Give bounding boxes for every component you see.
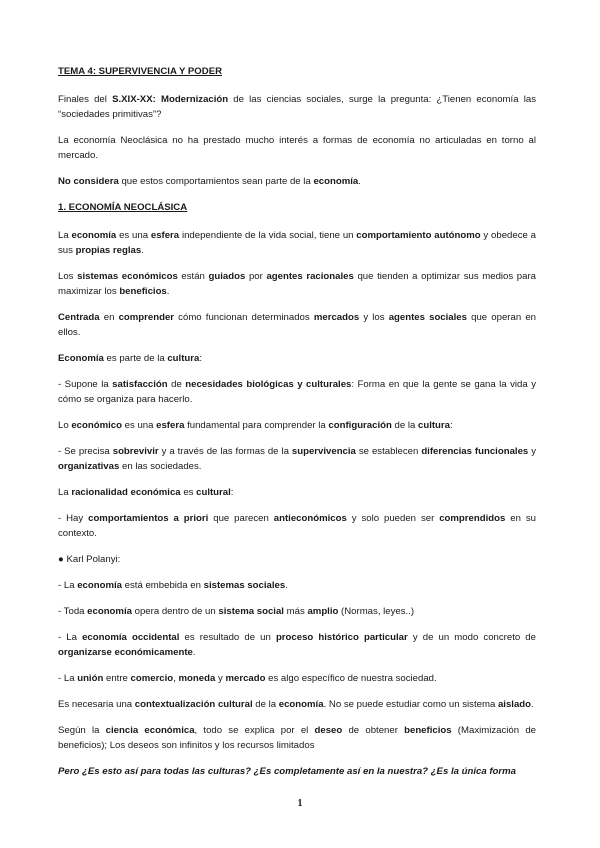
text-run: en su contexto. bbox=[58, 513, 536, 539]
paragraph bbox=[58, 444, 536, 474]
paragraph bbox=[58, 485, 536, 500]
text-run: , todo se explica por el bbox=[194, 725, 315, 736]
text-run: opera dentro de un bbox=[131, 606, 219, 617]
text-run: . No se puede estudiar como un sistema bbox=[323, 699, 498, 710]
text-run: es bbox=[180, 487, 197, 498]
text-run: que operan en ellos. bbox=[58, 312, 536, 338]
text-run: independiente de la vida social, tiene un bbox=[179, 230, 357, 241]
text-run: es parte de la bbox=[103, 353, 168, 364]
text-run: : bbox=[199, 353, 202, 364]
paragraph bbox=[58, 92, 536, 122]
text-run: y bbox=[215, 673, 226, 684]
text-run: de obtener bbox=[342, 725, 405, 736]
paragraph bbox=[58, 174, 536, 189]
text-run: que estos comportamientos sean parte de la bbox=[118, 176, 314, 187]
bold-text: esfera bbox=[150, 230, 180, 241]
bold-text: comprendidos bbox=[439, 513, 506, 524]
text-run: y solo pueden ser bbox=[346, 513, 440, 524]
bold-text: económico bbox=[71, 420, 122, 431]
text-run: . bbox=[285, 580, 288, 591]
text-run: - La bbox=[58, 632, 83, 643]
bold-text: necesidades biológicas y culturales bbox=[185, 379, 352, 390]
text-run: es algo específico de nuestra sociedad. bbox=[265, 673, 437, 684]
text-run: de bbox=[167, 379, 186, 390]
bold-text: amplio bbox=[307, 606, 339, 617]
text-run: . bbox=[192, 647, 196, 658]
text-run: Según la bbox=[58, 725, 106, 736]
paragraph bbox=[58, 418, 536, 433]
document-body bbox=[58, 64, 536, 790]
text-run: está embebida en bbox=[122, 580, 204, 591]
paragraph bbox=[58, 671, 536, 686]
text-run: : bbox=[450, 420, 453, 431]
text-run: es una bbox=[122, 420, 157, 431]
paragraph bbox=[58, 697, 536, 712]
section-heading bbox=[58, 200, 536, 215]
text-run: y bbox=[528, 446, 537, 457]
text-run: - Supone la bbox=[58, 379, 113, 390]
text-run: ● Karl Polanyi: bbox=[58, 554, 121, 565]
text-run: es resultado de un bbox=[179, 632, 276, 643]
bold-text: diferencias funcionales bbox=[421, 446, 529, 457]
bold-text: economía bbox=[87, 606, 132, 617]
text-run: - La bbox=[58, 673, 78, 684]
bold-text: deseo bbox=[314, 725, 343, 736]
text-run: de la bbox=[391, 420, 418, 431]
paragraph bbox=[58, 511, 536, 541]
text-run: de las ciencias sociales, surge la pregunta: ¿Tienen economía las “sociedades primitivas”? bbox=[58, 94, 536, 120]
text-run: por bbox=[245, 271, 267, 282]
bold-text: Economía bbox=[58, 353, 104, 364]
text-run: fundamental para comprender la bbox=[184, 420, 329, 431]
text-run: , bbox=[173, 673, 179, 684]
text-run: se establecen bbox=[355, 446, 422, 457]
bold-text: organizarse económicamente bbox=[58, 647, 193, 658]
text-run: de la bbox=[252, 699, 279, 710]
bold-text: cultura bbox=[167, 353, 200, 364]
text-run: (Maximización de beneficios); Los deseos son infinitos y los recursos limitados bbox=[58, 725, 536, 751]
text-run: es una bbox=[116, 230, 151, 241]
paragraph bbox=[58, 310, 536, 340]
text-run: en bbox=[99, 312, 119, 323]
bold-text: economía bbox=[71, 230, 117, 241]
bold-text: beneficios bbox=[119, 286, 167, 297]
bold-text: configuración bbox=[328, 420, 392, 431]
text-run: que parecen bbox=[208, 513, 274, 524]
bold-text: cultura bbox=[418, 420, 450, 431]
text-run: Lo bbox=[58, 420, 72, 431]
text-run: . bbox=[358, 176, 361, 187]
bold-text: comprender bbox=[118, 312, 175, 323]
page-number: 1 bbox=[297, 798, 303, 809]
bold-text: sistemas sociales bbox=[203, 580, 286, 591]
text-run: - La bbox=[58, 580, 78, 591]
bold-text: supervivencia bbox=[291, 446, 356, 457]
bold-text: sistemas económicos bbox=[77, 271, 178, 282]
bold-text: economía bbox=[278, 699, 324, 710]
paragraph bbox=[58, 133, 536, 163]
text-run: Es necesaria una bbox=[58, 699, 135, 710]
bold-text: aislado bbox=[497, 699, 532, 710]
text-run: La bbox=[58, 487, 72, 498]
text-run: y obedece a sus bbox=[58, 230, 536, 256]
text-run: Los bbox=[58, 271, 78, 282]
bold-text: agentes sociales bbox=[388, 312, 467, 323]
bold-text: moneda bbox=[178, 673, 216, 684]
text-run: y de un modo concreto de bbox=[407, 632, 536, 643]
bold-text: comportamientos a priori bbox=[88, 513, 209, 524]
text-run: . bbox=[531, 699, 534, 710]
bold-text: economía bbox=[77, 580, 122, 591]
bold-text: satisfacción bbox=[112, 379, 168, 390]
bold-italic-text: Pero ¿Es esto así para todas las culturas? ¿Es completamente así en la nuestra? ¿Es la única forma bbox=[58, 766, 516, 777]
text-run: . bbox=[166, 286, 170, 297]
bold-text: economía occidental bbox=[82, 632, 180, 643]
bold-text: propias reglas bbox=[75, 245, 142, 256]
text-run: - Toda bbox=[58, 606, 88, 617]
text-run: más bbox=[283, 606, 308, 617]
bold-text: guiados bbox=[208, 271, 246, 282]
bold-text: ciencia económica bbox=[105, 725, 195, 736]
text-run: están bbox=[177, 271, 209, 282]
document-title: TEMA 4: SUPERVIVENCIA Y PODER bbox=[58, 66, 223, 77]
bold-text: sistema social bbox=[218, 606, 284, 617]
bold-text: 1. ECONOMÍA NEOCLÁSICA bbox=[58, 202, 188, 213]
bold-text: proceso histórico particular bbox=[275, 632, 408, 643]
bold-text: cultural bbox=[196, 487, 231, 498]
bold-text: organizativas bbox=[58, 461, 120, 472]
paragraph bbox=[58, 377, 536, 407]
text-run: cómo funcionan determinados bbox=[174, 312, 314, 323]
text-run: . bbox=[141, 245, 144, 256]
bold-text: sobrevivir bbox=[112, 446, 159, 457]
bold-text: beneficios bbox=[404, 725, 452, 736]
bold-text: agentes racionales bbox=[266, 271, 354, 282]
bold-text: unión bbox=[77, 673, 104, 684]
text-run: que tienden a optimizar sus medios para maximizar los bbox=[58, 271, 537, 297]
text-run: : bbox=[230, 487, 234, 498]
text-run: entre bbox=[103, 673, 131, 684]
document-content bbox=[58, 92, 536, 779]
paragraph bbox=[58, 578, 536, 593]
bold-text: comportamiento autónomo bbox=[356, 230, 481, 241]
text-run: y a través de las formas de la bbox=[158, 446, 292, 457]
bold-text: economía bbox=[313, 176, 359, 187]
bold-text: comercio bbox=[130, 673, 174, 684]
text-run: y los bbox=[359, 312, 389, 323]
bold-text: mercado bbox=[225, 673, 266, 684]
bold-text: S.XIX-XX: Modernización bbox=[112, 94, 229, 105]
text-run: - Hay bbox=[58, 513, 89, 524]
paragraph bbox=[58, 351, 536, 366]
text-run: La economía Neoclásica no ha prestado mucho interés a formas de economía no articuladas en torno al mercado. bbox=[58, 135, 536, 161]
bold-text: contextualización cultural bbox=[134, 699, 253, 710]
paragraph bbox=[58, 630, 536, 660]
bold-text: esfera bbox=[156, 420, 185, 431]
text-run: : Forma en que la gente se gana la vida y cómo se organiza para hacerlo. bbox=[58, 379, 536, 405]
bold-text: Centrada bbox=[58, 312, 100, 323]
bold-text: mercados bbox=[313, 312, 360, 323]
text-run: Finales del bbox=[58, 94, 113, 105]
text-run: (Normas, leyes..) bbox=[338, 606, 415, 617]
paragraph bbox=[58, 228, 536, 258]
paragraph bbox=[58, 723, 536, 753]
paragraph bbox=[58, 604, 536, 619]
bold-text: No considera bbox=[58, 176, 119, 187]
bold-text: antieconómicos bbox=[273, 513, 347, 524]
bold-text: racionalidad económica bbox=[71, 487, 181, 498]
paragraph bbox=[58, 269, 536, 299]
text-run: en las sociedades. bbox=[119, 461, 202, 472]
paragraph bbox=[58, 552, 536, 567]
text-run: La bbox=[58, 230, 72, 241]
text-run: - Se precisa bbox=[58, 446, 113, 457]
question-paragraph bbox=[58, 764, 536, 779]
